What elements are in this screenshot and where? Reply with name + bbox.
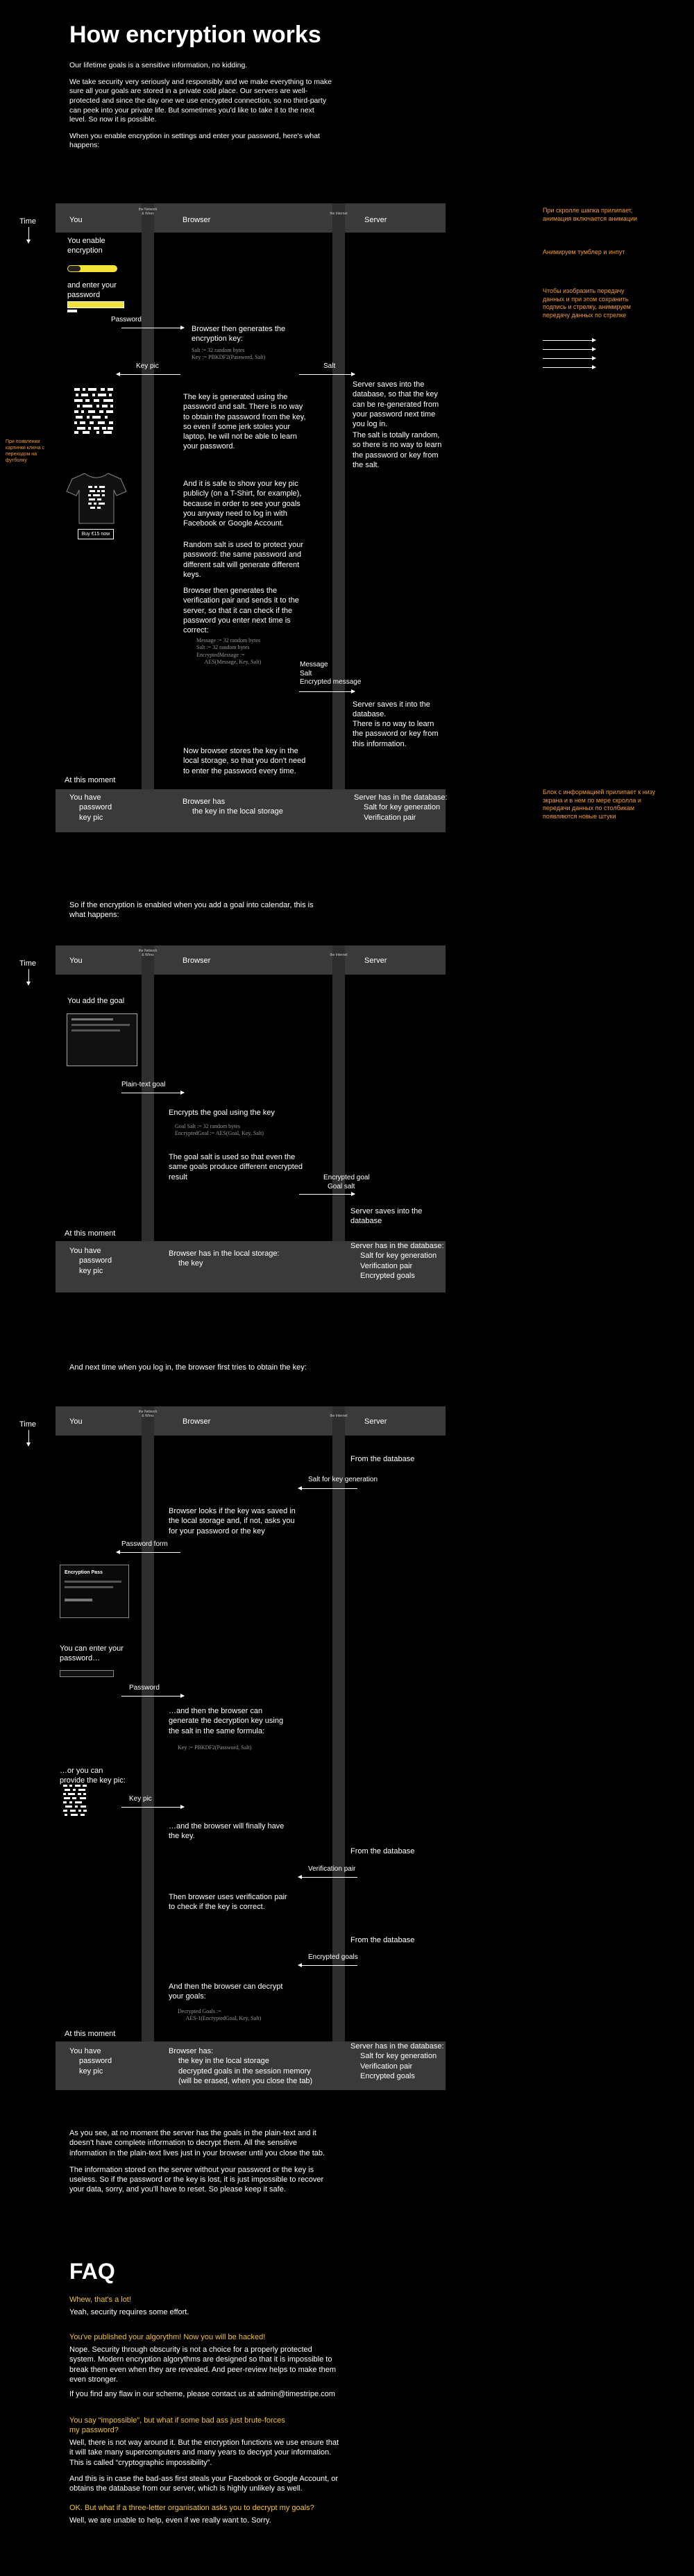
header-server: Server bbox=[364, 216, 387, 224]
now-browser: Now browser stores the key in the local storage, so that you don't need to enter the password every time. bbox=[183, 747, 306, 775]
time-arrow-icon bbox=[28, 227, 29, 242]
header-you: You bbox=[69, 1417, 83, 1426]
header-browser: Browser bbox=[183, 957, 211, 965]
faq-q4: OK. But what if a three-letter organisation asks you to decrypt my goals? bbox=[69, 2504, 314, 2512]
sample-arrow-3 bbox=[543, 358, 595, 359]
browser-generates: Browser then generates the encryption key: bbox=[192, 325, 286, 344]
sample-arrow-4 bbox=[543, 367, 595, 368]
summary-you: You have password key pic bbox=[69, 1247, 112, 1275]
header-server: Server bbox=[364, 957, 387, 965]
from-db-2: From the database bbox=[350, 1847, 415, 1855]
note-sticky-summary: Блок с информацией прилипает к низу экрана и в нем по мере скролла и передачи данных по столбикам появляются новые штуки bbox=[543, 789, 656, 820]
or-provide: …or you can provide the key pic: bbox=[60, 1767, 126, 1785]
password-input-small[interactable] bbox=[67, 310, 77, 312]
intro-p2: We take security very seriously and responsibly and we make everything to make sure all your goals are stored in a private cold place. Our servers are well-protected and since the day one we use encrypted connection, so no third-party can peek into your private life. But sometimes you'd like to take it to the next level. So now it is possible. bbox=[69, 77, 332, 124]
intro-p1: Our lifetime goals is a sensitive information, no kidding. bbox=[69, 61, 248, 69]
summary-server: Server has in the database: Salt for key generation Verification pair bbox=[354, 793, 448, 822]
formula-decrypt: Decrypted Goals := AES-1(EncryptedGoal, Key, Salt) bbox=[178, 2008, 262, 2022]
arrow-goals-label: Encrypted goals bbox=[308, 1953, 358, 1961]
buy-tshirt-button[interactable]: Buy €15 now bbox=[78, 529, 114, 539]
note-animate-toggle: Анимируем тумблер и инпут bbox=[543, 249, 625, 255]
toggle-knob-icon bbox=[68, 266, 81, 271]
formula-key: Salt := 32 random bytes Key := PBKDF2(Password, Salt) bbox=[192, 347, 266, 361]
summary-browser: Browser has the key in the local storage bbox=[183, 798, 283, 816]
lane-header bbox=[56, 945, 446, 975]
faq-a2b: If you find any flaw in our scheme, please contact us at admin@timestripe.com bbox=[69, 2390, 335, 2398]
summary-browser: Browser has: the key in the local storage decrypted goals in the session memory (will be erased, when you close the tab) bbox=[169, 2047, 313, 2085]
faq-q1: Whew, that's a lot! bbox=[69, 2296, 131, 2304]
page-title: How encryption works bbox=[69, 22, 321, 48]
you-add-goal: You add the goal bbox=[67, 997, 125, 1005]
lane-internet bbox=[332, 1406, 345, 2090]
time-label: Time bbox=[19, 959, 37, 968]
finally-key: …and the browser will finally have the key. bbox=[169, 1822, 285, 1841]
arrow-form-label: Password form bbox=[121, 1540, 168, 1548]
note-arrow-animation: Чтобы изобразить передачу данных и при этом сохранить подпись и стрелку, анимируем передачу данных по стрелке bbox=[543, 287, 631, 319]
goal-salt-note: The goal salt is used so that even the same goals produce different encrypted result bbox=[169, 1153, 303, 1181]
faq-a3b: And this is in case the bad-ass first steals your Facebook or Google Account, or obtains the database from our server, which is highly unlikely as well. bbox=[69, 2475, 339, 2493]
time-label: Time bbox=[19, 217, 37, 226]
arrow-message-label: Message Salt Encrypted message bbox=[300, 661, 362, 686]
formula-verification: Message := 32 random bytes Salt := 32 random bytes EncryptedMessage := AES(Message, Key, Salt) bbox=[196, 637, 262, 666]
key-generated: The key is generated using the password and salt. There is no way to obtain the password from the key, so even if some jerk stoles your laptop, he will not be able to learn your password. bbox=[183, 393, 306, 451]
outro-text bbox=[69, 2128, 333, 2195]
goal-form-icon bbox=[67, 1013, 137, 1066]
formula-key-login: Key := PBKDF2(Password, Salt) bbox=[178, 1744, 252, 1751]
arrow-salt bbox=[299, 374, 355, 375]
time-label: Time bbox=[19, 1420, 37, 1429]
generate-text: …and then the browser can generate the decryption key using the salt in the same formula: bbox=[169, 1707, 284, 1735]
header-browser: Browser bbox=[183, 216, 211, 224]
header-internet: the Internet bbox=[330, 953, 348, 957]
and-enter-text: and enter your password bbox=[67, 281, 117, 300]
browser-looks: Browser looks if the key was saved in the local storage and, if not, asks you for your password or the key bbox=[169, 1507, 296, 1535]
decrypt-text: And then the browser can decrypt your goals: bbox=[169, 1982, 283, 2001]
arrow-salt-label: Salt for key generation bbox=[308, 1476, 378, 1483]
intro-p3: When you enable encryption in settings and enter your password, here's what happens: bbox=[69, 131, 320, 150]
key-pic-icon bbox=[62, 1784, 87, 1816]
password-field[interactable] bbox=[60, 1670, 114, 1677]
note-sticky-header: При скролле шапка прилипает, анимация включается анимации bbox=[543, 207, 638, 222]
arrow-keypic bbox=[117, 374, 180, 375]
faq-title: FAQ bbox=[69, 2259, 115, 2284]
arrow-verification bbox=[298, 1877, 357, 1878]
at-moment-label: At this moment bbox=[65, 1229, 116, 1238]
no-way: There is no way to learn the password or key from this information. bbox=[353, 720, 439, 748]
you-enable-text: You enable encryption bbox=[67, 237, 105, 255]
header-you: You bbox=[69, 216, 83, 224]
summary-server: Server has in the database: Salt for key generation Verification pair Encrypted goals bbox=[350, 2042, 444, 2080]
lane-network bbox=[142, 1406, 154, 2090]
faq-q3: You say “impossible”, but what if some bad ass just brute-forces my password? bbox=[69, 2416, 285, 2435]
faq-a3: Well, there is not way around it. But the encryption functions we use ensure that it will take many supercomputers and many years to decrypt your information. This is called “cryptographic impossibility”. bbox=[69, 2439, 339, 2467]
summary-server: Server has in the database: Salt for key generation Verification pair Encrypted goals bbox=[350, 1242, 444, 1280]
arrow-encrypted-goals bbox=[298, 1965, 357, 1966]
between-text-1: So if the encryption is enabled when you add a goal into calendar, this is what happens: bbox=[69, 901, 314, 920]
time-arrow-icon bbox=[28, 1430, 29, 1445]
server-saves: Server saves into the database, so that the key can be re-generated from your password next time you log in. bbox=[353, 380, 439, 429]
tshirt-icon bbox=[65, 471, 128, 526]
faq-a2: Nope. Security through obscurity is not a choice for a properly protected system. Modern encryption algorythms are designed so that it is impossible to break them even when they are revealed. And peer-review helps to make them even stronger. bbox=[69, 2346, 336, 2384]
lane-network bbox=[142, 945, 154, 1293]
arrow-password-label: Password bbox=[111, 316, 142, 323]
lane-network bbox=[142, 203, 154, 832]
note-keypic: При появлении картинки ключа с переходом на футболку bbox=[6, 439, 45, 464]
from-db-3: From the database bbox=[350, 1936, 415, 1944]
arrow-keypic-label: Key pic bbox=[129, 1795, 152, 1803]
time-arrow-icon bbox=[28, 969, 29, 984]
password-input[interactable] bbox=[67, 301, 124, 308]
arrow-password-form bbox=[117, 1552, 180, 1553]
arrow-salt-key bbox=[298, 1488, 357, 1489]
salt-random: The salt is totally random, so there is no way to learn the password or key from the salt. bbox=[353, 431, 442, 469]
at-moment-label: At this moment bbox=[65, 2030, 116, 2038]
key-pic-icon bbox=[73, 387, 115, 435]
arrow-password-label: Password bbox=[129, 1684, 160, 1692]
salt-protect: Random salt is used to protect your password: the same password and different salt will generate different keys. bbox=[183, 541, 304, 579]
header-network: the Network & Wires bbox=[138, 208, 158, 216]
verification-text: Browser then generates the verification pair and sends it to the server, so that it can check if the password you enter next time is correct: bbox=[183, 587, 299, 635]
arrow-keypic-label: Key pic bbox=[136, 362, 159, 370]
header-network: the Network & Wires bbox=[138, 1410, 158, 1418]
summary-browser: Browser has in the local storage: the key bbox=[169, 1249, 280, 1268]
header-you: You bbox=[69, 957, 83, 965]
server-saves-it: Server saves it into the database. bbox=[353, 700, 430, 719]
from-db-1: From the database bbox=[350, 1455, 415, 1463]
header-browser: Browser bbox=[183, 1417, 211, 1426]
summary-you: You have password key pic bbox=[69, 793, 112, 822]
arrow-verification-label: Verification pair bbox=[308, 1865, 356, 1873]
sample-arrow-1 bbox=[543, 340, 595, 341]
at-moment-label: At this moment bbox=[65, 776, 116, 784]
lane-internet bbox=[332, 203, 345, 832]
encrypts-text: Encrypts the goal using the key bbox=[169, 1109, 275, 1117]
summary-you: You have password key pic bbox=[69, 2047, 112, 2076]
between-text-2: And next time when you log in, the browser first tries to obtain the key: bbox=[69, 1363, 307, 1372]
arrow-message bbox=[299, 691, 355, 692]
arrow-encrypted-goal bbox=[299, 1194, 355, 1195]
verify-text: Then browser uses verification pair to check if the key is correct. bbox=[169, 1893, 287, 1912]
arrow-keypic bbox=[121, 1807, 184, 1808]
sample-arrow-2 bbox=[543, 349, 595, 350]
encryption-toggle[interactable] bbox=[67, 265, 117, 272]
faq-a4: Well, we are unable to help, even if we really want to. Sorry. bbox=[69, 2516, 271, 2525]
lane-header bbox=[56, 1406, 446, 1436]
password-form-icon bbox=[60, 1565, 129, 1618]
header-internet: the Internet bbox=[330, 1414, 348, 1418]
intro-text bbox=[69, 61, 333, 151]
header-network: the Network & Wires bbox=[138, 949, 158, 957]
formula-goal: Goal Salt := 32 random bytes EncryptedGoal := AES(Goal, Key, Salt) bbox=[175, 1123, 264, 1137]
arrow-password bbox=[121, 1696, 184, 1697]
form-title: Encryption Pass bbox=[65, 1570, 103, 1575]
arrow-enc-label: Encrypted goal Goal salt bbox=[323, 1174, 370, 1190]
faq-a1: Yeah, security requires some effort. bbox=[69, 2308, 189, 2316]
outro-p2: The information stored on the server without your password or the key is useless. So if the password or the key is lost, it is just impossible to recover your data, sorry, and you'll have to reset. So please keep it safe. bbox=[69, 2165, 324, 2194]
lane-header bbox=[56, 203, 446, 233]
key-safe: And it is safe to show your key pic publicly (on a T-Shirt, for example), because in order to see your goals you anyway need to log in with Facebook or Google Account. bbox=[183, 480, 302, 528]
outro-p1: As you see, at no moment the server has the goals in the plain-text and it doesn't have complete information to decrypt them. All the sensitive information in the plain-text lives just in your browser until you close the tab. bbox=[69, 2129, 325, 2157]
faq-q2: You've published your algorythm! Now you will be hacked! bbox=[69, 2333, 266, 2341]
header-internet: the Internet bbox=[330, 212, 348, 216]
you-can-enter: You can enter your password… bbox=[60, 1644, 124, 1663]
header-server: Server bbox=[364, 1417, 387, 1426]
server-saves-goal: Server saves into the database bbox=[350, 1207, 423, 1226]
arrow-plain-label: Plain-text goal bbox=[121, 1081, 166, 1088]
arrow-salt-label: Salt bbox=[323, 362, 336, 370]
lane-internet bbox=[332, 945, 345, 1293]
